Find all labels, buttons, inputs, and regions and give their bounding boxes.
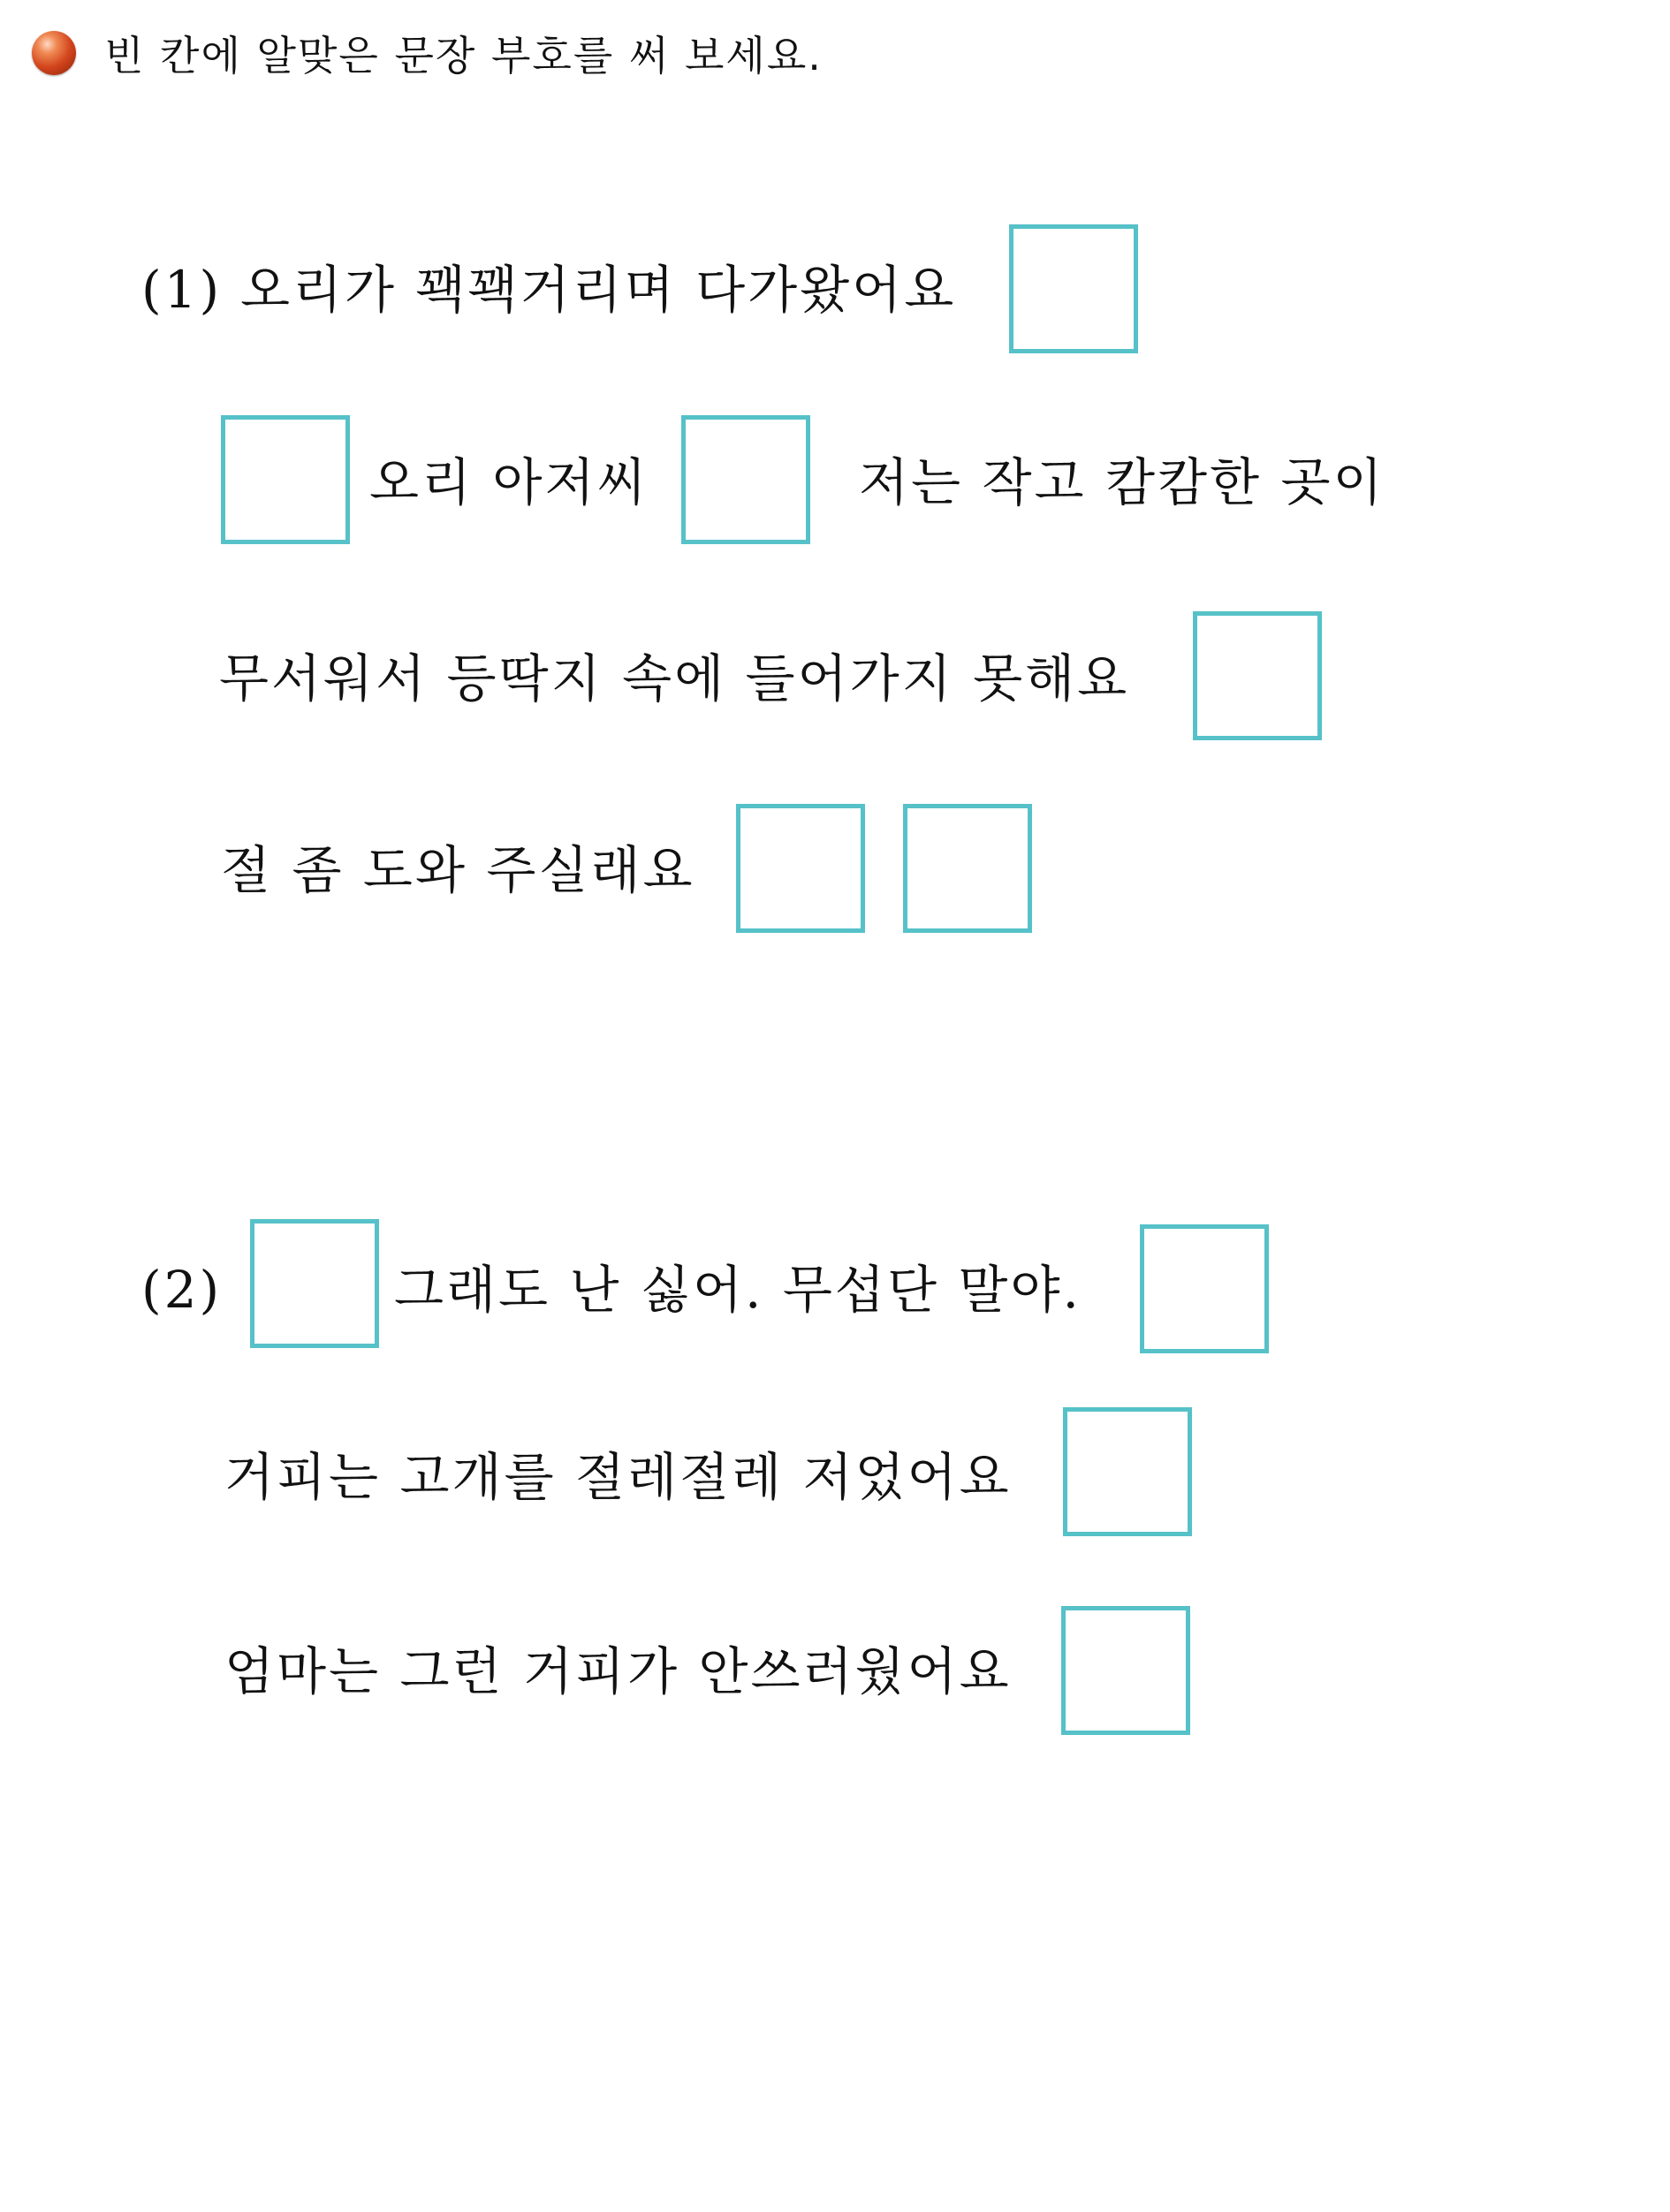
bullet-ball-icon [32, 31, 76, 75]
answer-box-2-2[interactable] [1140, 1224, 1269, 1353]
answer-box-1-1[interactable] [1009, 224, 1138, 353]
problem1-line2b: 저는 작고 캄캄한 곳이 [859, 452, 1385, 512]
instruction-text: 빈 칸에 알맞은 문장 부호를 써 보세요. [104, 32, 823, 80]
problem2-line2: 거피는 고개를 절레절레 저었어요 [224, 1447, 1012, 1507]
problem2-number: (2) [141, 1260, 223, 1320]
problem1-line1: 오리가 꽥꽥거리며 다가왔어요 [240, 260, 957, 320]
answer-box-2-1[interactable] [250, 1219, 379, 1348]
answer-box-2-4[interactable] [1061, 1606, 1190, 1735]
problem1-line2a: 오리 아저씨 [369, 452, 649, 512]
instruction [32, 25, 823, 81]
problem1-line3: 무서워서 등딱지 속에 들어가지 못해요 [219, 648, 1130, 708]
problem1-number: (1) [141, 260, 223, 320]
answer-box-1-6[interactable] [903, 804, 1032, 933]
answer-box-1-5[interactable] [736, 804, 865, 933]
answer-box-1-4[interactable] [1193, 611, 1322, 740]
answer-box-1-2[interactable] [221, 415, 350, 544]
answer-box-2-3[interactable] [1063, 1407, 1192, 1536]
problem2-line3: 엄마는 그런 거피가 안쓰러웠어요 [224, 1641, 1012, 1701]
answer-box-1-3[interactable] [681, 415, 810, 544]
problem2-line1: 그래도 난 싫어. 무섭단 말야. [394, 1260, 1082, 1320]
problem1-line4: 절 좀 도와 주실래요 [221, 840, 695, 900]
